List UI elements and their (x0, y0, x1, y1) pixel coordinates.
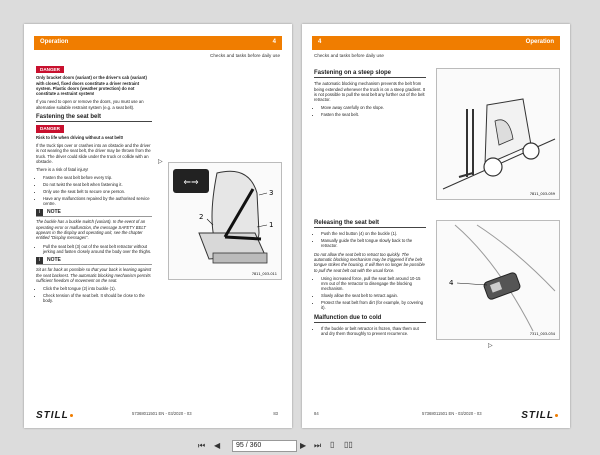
right-header-chapter: 4 (318, 39, 322, 45)
list-item: • Click the belt tongue (2) into buckle (1). (43, 286, 152, 291)
note-text: The buckle has a buckle switch (variant). In the event of an operating error or malfunction, the message SAFETY BELT appears in the display and operating unit, see the chapter entitled "Display messages". (36, 219, 146, 241)
figure1-code: 7811_003-059 (529, 192, 555, 196)
figure2-code: 7311_003-034 (529, 332, 555, 336)
danger-risk: There is a risk of fatal injury! (36, 167, 89, 173)
right-text-column (314, 66, 426, 121)
danger-bullets (36, 175, 152, 206)
callout-1: 1 (269, 221, 274, 229)
still-logo: STILL (36, 410, 73, 421)
prev-page-icon[interactable]: ◀ (214, 441, 221, 450)
right-page (302, 24, 570, 428)
danger-bold: Risk to life when driving without a seat belt! (36, 134, 124, 140)
continue-arrow-icon: ▷ (488, 343, 493, 349)
section1-title: Fastening on a steep slope (314, 71, 426, 78)
section2-bullets (314, 231, 426, 248)
danger-label: DANGER (36, 66, 64, 73)
note-header-2 (36, 257, 152, 265)
callout-2: 2 (199, 213, 204, 221)
danger-desc: If the truck tips over or crashes into an obstacle and the driver is not wearing the seat belt, the driver may be thrown from the truck. The driver could slide under the truck or collide with an obstacle. (36, 142, 151, 164)
list-item: • Manually guide the belt tongue slowly back to the retractor. (321, 238, 426, 249)
list-item: • Move away carefully on the slope. (321, 105, 426, 110)
note-header (36, 209, 152, 217)
seat-belt-figure (168, 162, 282, 280)
note-label: NOTE (47, 209, 61, 216)
callout-4: 4 (449, 279, 454, 287)
figure-code: 7811_003-011 (251, 272, 277, 276)
section2-bullets-2 (314, 276, 426, 311)
right-header-bar (312, 36, 560, 50)
still-logo: STILL (521, 410, 558, 421)
viewer-toolbar (0, 437, 600, 455)
final-bullets (36, 286, 152, 303)
right-text-column-2 (314, 216, 426, 340)
list-item: • Do not twist the seat belt when fastening it. (43, 182, 152, 187)
list-item: • Fasten the seat belt. (321, 112, 426, 117)
list-item: • Only use the seat belt to secure one person. (43, 189, 152, 194)
left-header-title: Operation (40, 39, 69, 45)
right-page-number: 84 (314, 411, 319, 416)
list-item: • Have any malfunctions repaired by the authorised service centre. (43, 196, 152, 207)
forklift-slope-figure (436, 68, 560, 200)
info-icon: i (36, 257, 43, 264)
svg-text:⇐⇒: ⇐⇒ (183, 178, 199, 188)
list-item: • Slowly allow the seat belt to retract again. (321, 293, 426, 298)
section3-title: Malfunction due to cold (314, 316, 426, 323)
left-footer-code: 57368011501 EN - 03/2020 - 03 (132, 411, 192, 416)
right-header-title: Operation (525, 39, 554, 45)
forklift-illustration (437, 69, 559, 199)
right-footer-code: 57368011501 EN - 03/2020 - 03 (422, 411, 482, 416)
seat-illustration (169, 163, 281, 279)
section-title: Fastening the seat belt (36, 115, 152, 122)
callout-3: 3 (269, 189, 274, 197)
two-page-view-icon[interactable]: ▯▯ (344, 440, 353, 449)
next-page-icon[interactable]: ▶ (300, 441, 307, 450)
note-text-2: Sit as far back as possible so that your back is leaning against the seat backrest. The automatic blocking mechanism permits sufficient freedom of movement on the seat. (36, 267, 152, 283)
danger-text: Only bracket doors (variant) or the driver's cab (variant) with closed, fixed doors constitute a driver restraint system. Plastic doors (weather protection) do not constitute a restraint system! (36, 75, 147, 97)
right-subheader: Checks and tasks before daily use (314, 53, 384, 58)
first-page-icon[interactable]: ⏮ (198, 441, 206, 450)
list-item: • Push the red button (4) on the buckle (1). (321, 231, 426, 236)
buckle-illustration (437, 221, 559, 339)
left-text-column (36, 66, 152, 307)
section1-text: The automatic blocking mechanism prevents the belt from being extended whenever the truck is on a steep gradient. It is not possible to pull the seat belt any further out of the belt retractor. (314, 81, 426, 103)
continue-arrow-icon: ▷ (158, 159, 163, 165)
left-subheader: Checks and tasks before daily use (210, 53, 280, 58)
danger-text-2: If you need to open or remove the doors, you must use an alternative suitable restraint system (e.g. a seat belt). (36, 99, 144, 110)
buckle-figure (436, 220, 560, 340)
list-item: • Pull the seat belt (3) out of the seat belt retractor without jerking and fasten closely around the body over the thighs. (43, 244, 152, 255)
list-item: • If the buckle or belt retractor is frozen, thaw them out and dry them thoroughly to prevent recurrence. (321, 326, 426, 337)
section2-title: Releasing the seat belt (314, 221, 426, 228)
left-header-chapter: 4 (272, 39, 276, 45)
left-page (24, 24, 292, 428)
page-number-field[interactable]: 95 / 360 (232, 440, 297, 452)
note-label-2: NOTE (47, 257, 61, 264)
section1-bullets (314, 105, 426, 117)
note-bullets (36, 244, 152, 255)
single-page-view-icon[interactable]: ▯ (330, 440, 335, 449)
danger-label-2: DANGER (36, 125, 64, 132)
info-icon: i (36, 209, 43, 216)
list-item: • Check tension of the seat belt. It should be close to the body. (43, 293, 152, 304)
section3-bullets (314, 326, 426, 337)
section2-italic: Do not allow the seat belt to retract too quickly. The automatic blocking mechanism may be triggered if the belt tongue strikes the housing. It will then no longer be possible to pull the seat belt out with the usual force. (314, 251, 425, 273)
left-header-bar (34, 36, 282, 50)
list-item: • Protect the seat belt from dirt (for example, by covering it). (321, 300, 426, 311)
last-page-icon[interactable]: ⏭ (314, 441, 322, 450)
list-item: • Fasten the seat belt before every trip. (43, 175, 152, 180)
left-page-number: 83 (273, 411, 278, 416)
list-item: • Using increased force, pull the seat belt around 10-15 mm out of the retractor to disengage the blocking mechanism. (321, 276, 426, 292)
